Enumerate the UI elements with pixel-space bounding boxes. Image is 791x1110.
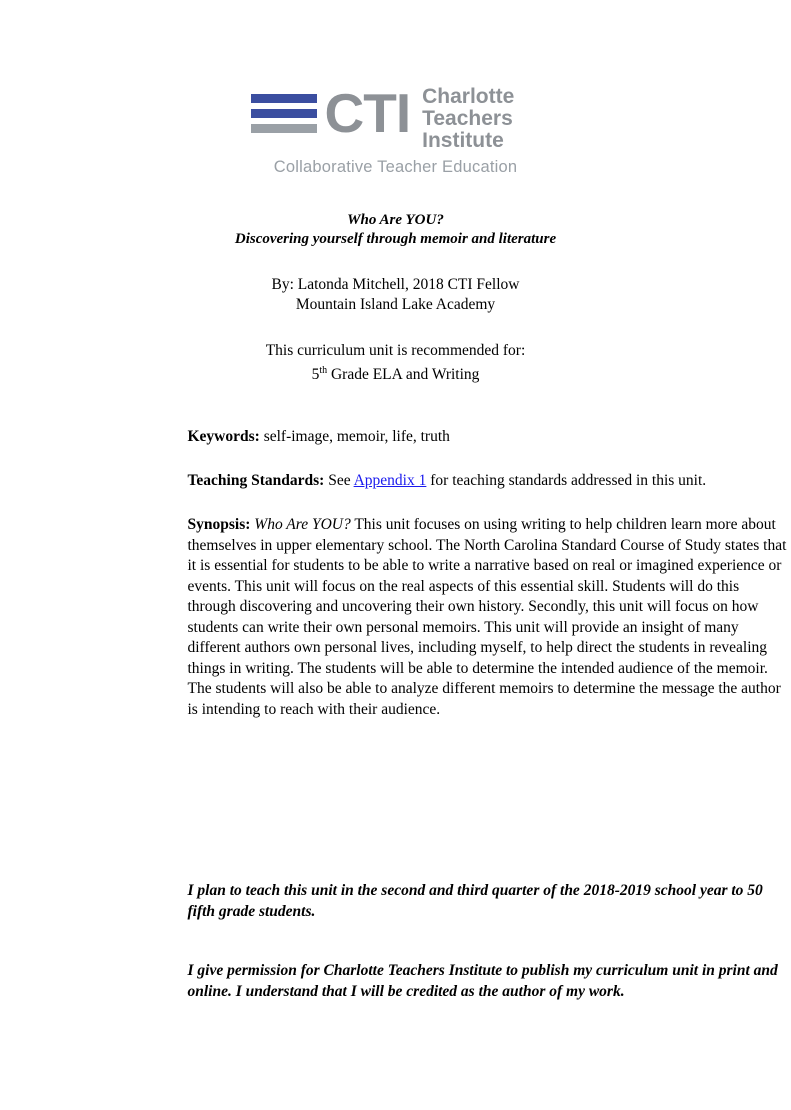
keywords-paragraph: [188, 427, 788, 448]
recommendation-block: [0, 341, 791, 385]
keywords-label: Keywords:: [187, 428, 260, 446]
page-subtitle: Discovering yourself through memoir and literature: [234, 231, 557, 247]
page-title: Who Are YOU?: [347, 212, 444, 228]
school-line: Mountain Island Lake Academy: [295, 296, 496, 313]
synopsis-text: This unit focuses on using writing to help children learn more about themselves in upper elementary school. The North Carolina Standard Course of Study states that it is essential for students to be able to write a narrative based on real or imagined experience or events. This unit will focus on the real aspects of this essential skill. Students will do this through discovering and uncovering their own history. Secondly, this unit will focus on how students can write their own personal memoirs. This unit will provide an insight of many different authors own personal lives, including myself, to help direct the students in revealing things in writing. The students will be able to determine the intended audience of the memoir. The students will also be able to analyze different memoirs to determine the message the author is intending to reach with their audience.: [187, 516, 787, 718]
cti-logo: [0, 82, 791, 177]
synopsis-label: Synopsis:: [187, 516, 251, 534]
author-line: By: Latonda Mitchell, 2018 CTI Fellow: [271, 276, 520, 293]
recommendation-grade: [0, 361, 791, 385]
byline: [0, 275, 791, 315]
synopsis-paragraph: [188, 515, 788, 720]
logo-bars-icon: [251, 86, 317, 133]
publication-permission-note: I give permission for Charlotte Teachers Institute to publish my curriculum unit in print and online. I understand that I will be credited as the author of my work.: [187, 962, 778, 1001]
standards-pre-text: See: [324, 471, 354, 489]
appendix-1-link[interactable]: Appendix 1: [353, 471, 427, 489]
document-page: [0, 82, 791, 1110]
standards-label: Teaching Standards:: [187, 471, 325, 489]
recommendation-line: This curriculum unit is recommended for:: [265, 342, 526, 359]
synopsis-title: Who Are YOU?: [250, 516, 351, 534]
logo-acronym: CTI: [324, 82, 411, 144]
standards-post-text: for teaching standards addressed in this unit.: [426, 471, 707, 489]
keywords-value: self-image, memoir, life, truth: [259, 428, 450, 446]
logo-tagline: Collaborative Teacher Education: [273, 158, 518, 176]
logo-word-institute: Institute: [422, 129, 504, 152]
grade-number: 5: [311, 366, 320, 384]
unit-title-block: [0, 211, 791, 249]
teaching-plan-note: I plan to teach this unit in the second and third quarter of the 2018-2019 school year to 50 fifth grade students.: [187, 882, 763, 921]
grade-subject: Grade ELA and Writing: [327, 366, 480, 384]
grade-ordinal: th: [319, 365, 328, 376]
standards-paragraph: [188, 471, 788, 492]
logo-word-teachers: Teachers: [422, 107, 513, 130]
logo-word-charlotte: Charlotte: [422, 85, 515, 108]
